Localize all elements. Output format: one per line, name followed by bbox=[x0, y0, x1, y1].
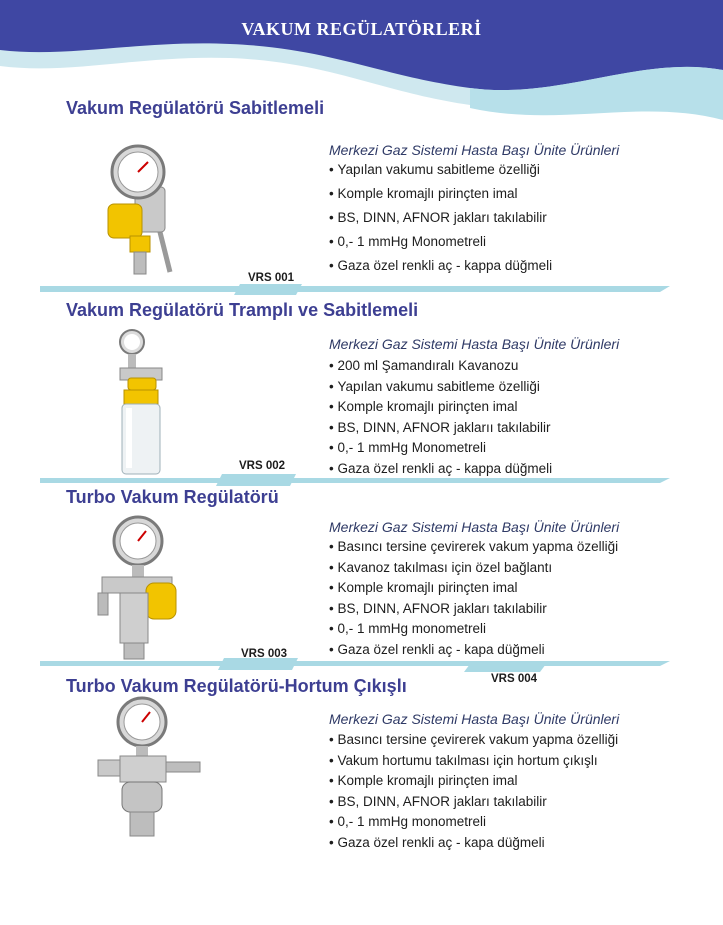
feature-item: • BS, DINN, AFNOR jakları takılabilir bbox=[329, 794, 618, 815]
feature-item: • BS, DINN, AFNOR jakları takılabilir bbox=[329, 601, 618, 622]
product-code-badge: VRS 001 bbox=[247, 272, 295, 284]
feature-item: • Vakum hortumu takılması için hortum çıkışlı bbox=[329, 753, 618, 774]
feature-item: • Kavanoz takılması için özel bağlantı bbox=[329, 560, 618, 581]
feature-item: • Gaza özel renkli aç - kappa düğmeli bbox=[329, 461, 552, 482]
product-title: Turbo Vakum Regülatörü bbox=[66, 487, 279, 507]
turbo-regulator-image bbox=[80, 515, 230, 665]
feature-item: • Basıncı tersine çevirerek vakum yapma özelliği bbox=[329, 539, 618, 560]
feature-item: • Gaza özel renkli aç - kapa düğmeli bbox=[329, 835, 618, 856]
product-title: Turbo Vakum Regülatörü-Hortum Çıkışlı bbox=[66, 676, 407, 696]
section-separator bbox=[40, 658, 670, 672]
feature-list bbox=[329, 732, 618, 855]
feature-list bbox=[329, 358, 552, 481]
product-title: Vakum Regülatörü Tramplı ve Sabitlemeli bbox=[66, 300, 419, 320]
vacuum-regulator-image bbox=[80, 132, 230, 282]
feature-item: • Basıncı tersine çevirerek vakum yapma özelliği bbox=[329, 732, 618, 753]
feature-item: • Yapılan vakumu sabitleme özelliği bbox=[329, 379, 552, 400]
product-subtitle: Merkezi Gaz Sistemi Hasta Başı Ünite Ürünleri bbox=[329, 336, 620, 352]
feature-list bbox=[329, 162, 552, 282]
feature-item: • Yapılan vakumu sabitleme özelliği bbox=[329, 162, 552, 186]
feature-item: • 0,- 1 mmHg monometreli bbox=[329, 621, 618, 642]
product-code-badge: VRS 002 bbox=[238, 460, 286, 472]
product-subtitle: Merkezi Gaz Sistemi Hasta Başı Ünite Ürünleri bbox=[329, 519, 620, 535]
feature-item: • Komple kromajlı pirinçten imal bbox=[329, 186, 552, 210]
feature-item: • 0,- 1 mmHg monometreli bbox=[329, 814, 618, 835]
product-code-badge: VRS 003 bbox=[240, 648, 288, 660]
section-separator bbox=[40, 284, 670, 298]
feature-list bbox=[329, 539, 618, 662]
feature-item: • BS, DINN, AFNOR jakları takılabilir bbox=[329, 210, 552, 234]
section-separator bbox=[40, 474, 670, 488]
product-code-badge: VRS 004 bbox=[490, 673, 538, 685]
feature-item: • 0,- 1 mmHg Monometreli bbox=[329, 440, 552, 461]
product-title: Vakum Regülatörü Sabitlemeli bbox=[66, 98, 325, 118]
feature-item: • 200 ml Şamandıralı Kavanozu bbox=[329, 358, 552, 379]
feature-item: • Gaza özel renkli aç - kappa düğmeli bbox=[329, 258, 552, 282]
feature-item: • 0,- 1 mmHg Monometreli bbox=[329, 234, 552, 258]
feature-item: • Komple kromajlı pirinçten imal bbox=[329, 399, 552, 420]
feature-item: • Komple kromajlı pirinçten imal bbox=[329, 580, 618, 601]
feature-item: • Gaza özel renkli aç - kapa düğmeli bbox=[329, 642, 618, 663]
feature-item: • Komple kromajlı pirinçten imal bbox=[329, 773, 618, 794]
product-subtitle: Merkezi Gaz Sistemi Hasta Başı Ünite Ürünleri bbox=[329, 142, 620, 158]
page-title: VAKUM REGÜLATÖRLERİ bbox=[241, 19, 482, 39]
vacuum-regulator-jar-image bbox=[80, 328, 230, 476]
feature-item: • BS, DINN, AFNOR jaklarıı takılabilir bbox=[329, 420, 552, 441]
turbo-regulator-hose-image bbox=[80, 694, 230, 844]
product-subtitle: Merkezi Gaz Sistemi Hasta Başı Ünite Ürünleri bbox=[329, 711, 620, 727]
